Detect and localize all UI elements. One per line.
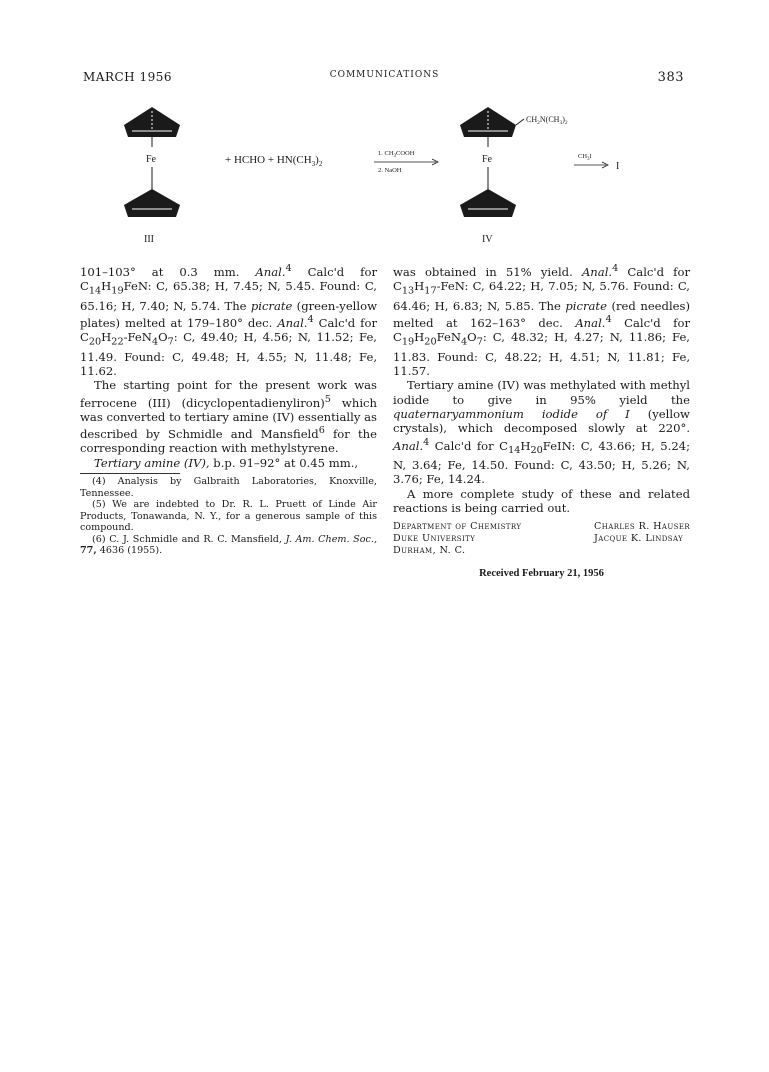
running-head-section: COMMUNICATIONS <box>329 70 440 80</box>
paragraph-ferrocenylmethyl-analysis: 101–103° at 0.3 mm. Anal.$^4$ Calc'd for $C_{14}H_{19}FeN$: C, 65.38; H, 7.45; N, 5.45. Found: C, 65.16; H, 7.40; N, 5.74. The picrate (green-yellow plates) melted at 179–180° dec. Anal.$^4$ Calc'd for $C_{20}H_{22}-FeN_4O_7$: C, 49.40; H, 4.56; N, 11.52; Fe, 11.49. Found: C, 49.48; H, 4.55; N, 11.48; Fe, 11.62. <box>80 263 378 379</box>
iron-label-right: Fe <box>482 154 492 165</box>
reaction-arrow-2 <box>574 153 619 172</box>
right-column <box>393 262 690 582</box>
reagents: + HCHO + $HN(CH_3)_2$ <box>225 154 323 168</box>
step-2-label: 2. NaOH <box>378 167 402 174</box>
methylating-agent: $CH_3I$ <box>578 153 592 162</box>
left-column <box>80 262 377 557</box>
footnote-6: (6) C. J. Schmidle and R. C. Mansfield, J. Am. Chem. Soc., 77, 4636 (1955). <box>80 533 378 557</box>
paragraph-further-study: A more complete study of these and related reactions is being carried out. <box>393 486 690 515</box>
compound-label-iii: III <box>144 234 154 245</box>
ferrocene-right <box>460 107 568 245</box>
signature-block <box>393 521 690 557</box>
footnote-4: (4) Analysis by Galbraith Laboratories, Knoxville, Tennessee. <box>80 475 377 499</box>
iron-label-left: Fe <box>146 154 156 165</box>
ferrocene-left <box>124 107 180 245</box>
reaction-scheme-drawing <box>80 95 690 255</box>
footnote-5: (5) We are indebted to Dr. R. L. Pruett of Linde Air Products, Tonawanda, N. Y., for a generous sample of this compound. <box>80 499 377 534</box>
reaction-scheme <box>80 95 690 255</box>
paragraph-amine-yield: was obtained in 51% yield. Anal.$^4$ Calc'd for $C_{13}H_{17}$-FeN: C, 64.22; H, 7.05; N, 5.76. Found: C, 64.46; H, 6.83; N, 5.85. The picrate (red needles) melted at 162–163° dec. Anal.$^4$ Calc'd for $C_{19}H_{20}FeN_4O_7$: C, 48.32; H, 4.27; N, 11.86; Fe, 11.83. Found: C, 48.22; H, 4.51; N, 11.81; Fe, 11.57. <box>393 263 691 379</box>
affiliation <box>393 521 521 557</box>
step-1-label: 1. $CH_3COOH$ <box>378 150 415 159</box>
authors <box>594 521 690 557</box>
received-date: Received February 21, 1956 <box>479 568 604 580</box>
dimethylaminomethyl-substituent: $CH_2N(CH_3)_2$ <box>526 115 568 126</box>
paragraph-tertiary-amine: Tertiary amine (IV), b.p. 91–92° at 0.45 mm., <box>94 455 359 470</box>
affiliation-department: Department of Chemistry <box>393 521 522 533</box>
product-label-i: I <box>616 161 620 172</box>
page-number: 383 <box>657 70 684 85</box>
compound-label-iv: IV <box>482 234 493 245</box>
running-head-date: MARCH 1956 <box>83 70 172 84</box>
footnote-rule <box>80 473 180 474</box>
reaction-arrow-1 <box>374 150 438 174</box>
affiliation-city: Durham, N. C. <box>393 545 466 557</box>
paragraph-starting-point: The starting point for the present work was ferrocene (III) (dicyclopentadienyliron)$^5$ which was converted to tertiary amine (IV) essentially as described by Schmidle and Mansfield$^6$ for the corresponding reaction with methylstyrene. <box>80 378 377 456</box>
affiliation-university: Duke University <box>393 533 476 545</box>
author-1: Charles R. Hauser <box>594 521 690 533</box>
cyclopentadienyl-ring-bottom-right <box>460 189 516 217</box>
paragraph-methylation: Tertiary amine (IV) was methylated with methyl iodide to give in 95% yield the quaternaryammonium iodide of I (yellow crystals), which decomposed slowly at 220°. Anal.$^4$ Calc'd for $C_{14}H_{20}FeIN$: C, 43.66; H, 5.24; N, 3.64; Fe, 14.50. Found: C, 43.50; H, 5.26; N, 3.76; Fe, 14.24. <box>393 378 690 487</box>
cyclopentadienyl-ring-bottom-left <box>124 189 180 217</box>
author-2: Jacque K. Lindsay <box>594 533 684 545</box>
